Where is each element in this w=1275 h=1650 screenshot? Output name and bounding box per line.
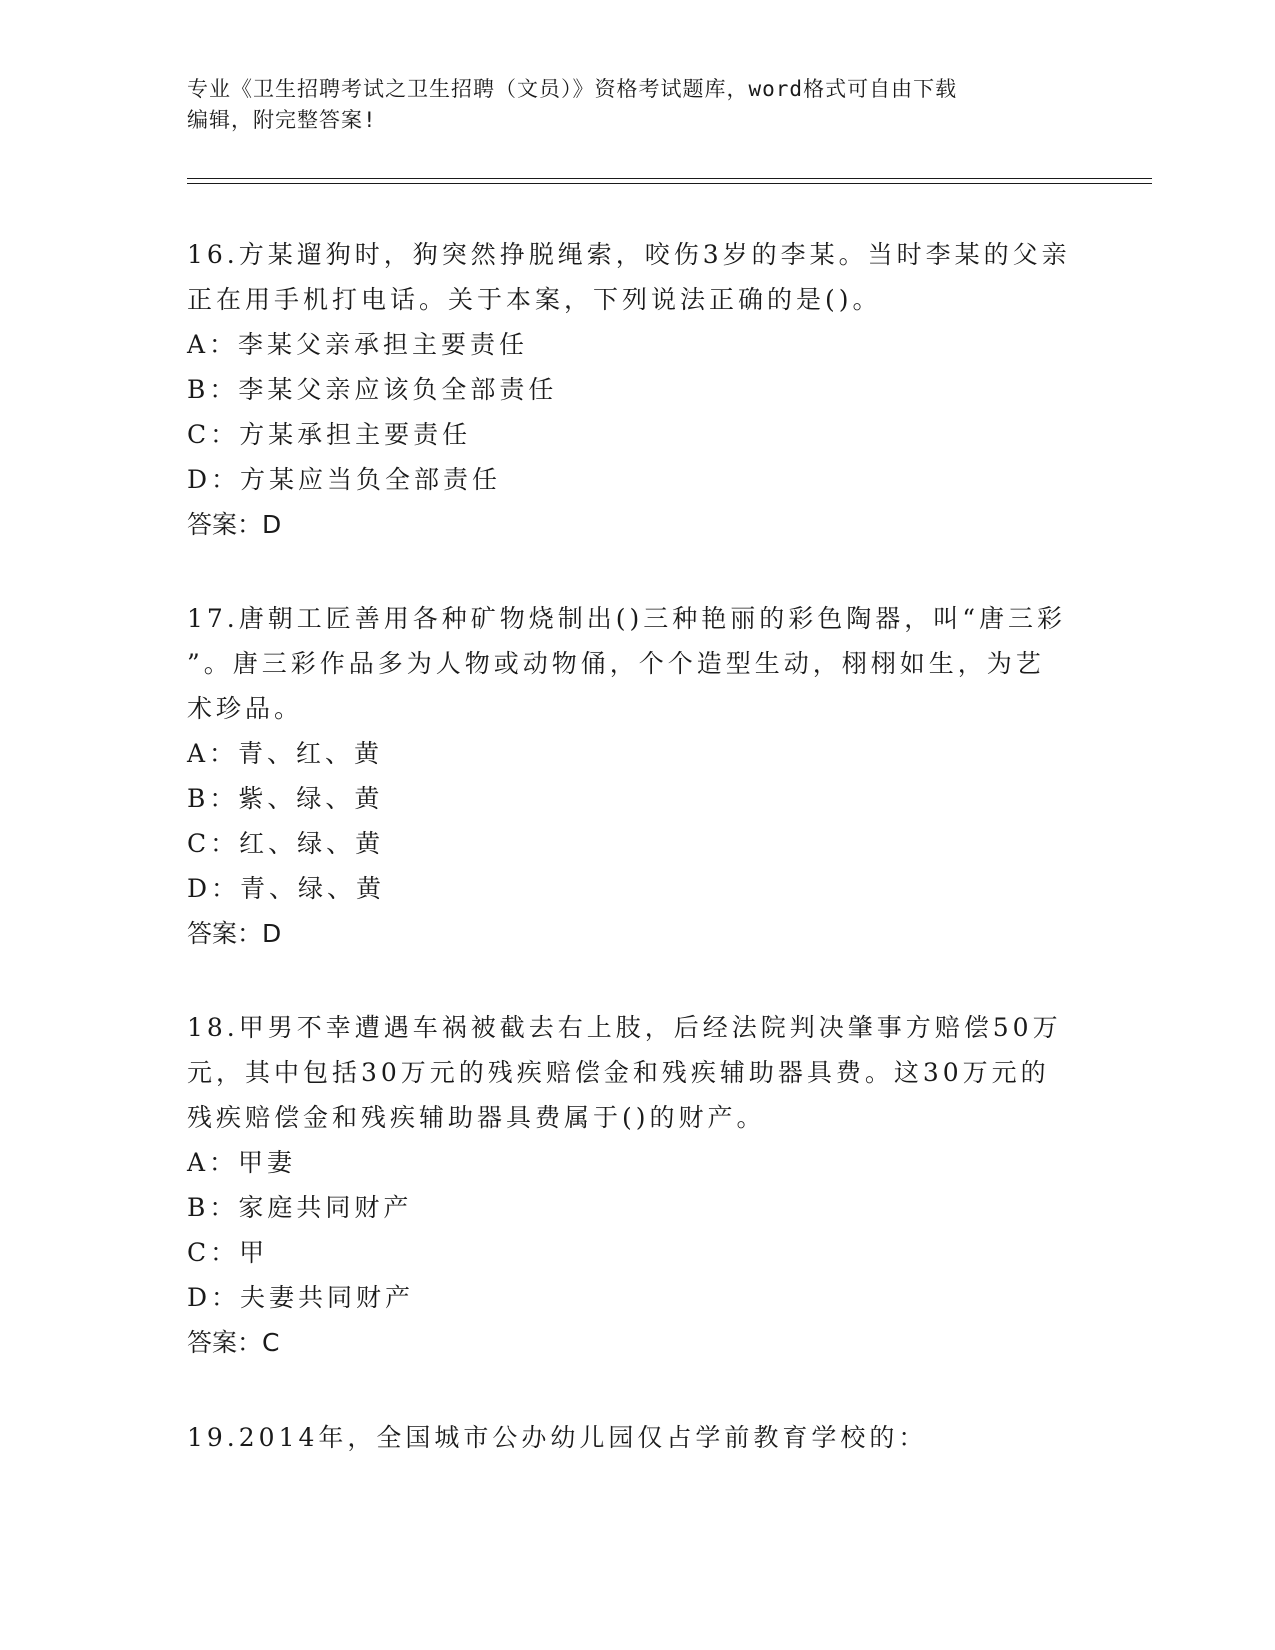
question-18: [187, 1005, 1087, 1365]
header-line-2: 编辑，附完整答案!: [187, 108, 377, 132]
question-stem-line: 19.2014年，全国城市公办幼儿园仅占学前教育学校的：: [187, 1423, 928, 1452]
option-c: C：甲: [187, 1238, 269, 1267]
answer-line: 答案：C: [187, 1328, 280, 1357]
option-d: D：青、绿、黄: [187, 874, 386, 903]
option-a: A：青、红、黄: [187, 739, 384, 768]
option-b: B：李某父亲应该负全部责任: [187, 375, 558, 404]
answer-line: 答案：D: [187, 919, 282, 948]
option-b: B：紫、绿、黄: [187, 784, 384, 813]
question-19: [187, 1415, 1087, 1460]
question-17: [187, 596, 1087, 956]
option-b: B：家庭共同财产: [187, 1193, 413, 1222]
question-stem-line: 18.甲男不幸遭遇车祸被截去右上肢，后经法院判决肇事方赔偿50万: [187, 1013, 1062, 1042]
question-stem-line: 16.方某遛狗时，狗突然挣脱绳索，咬伤3岁的李某。当时李某的父亲: [187, 240, 1071, 269]
option-d: D：方某应当负全部责任: [187, 465, 502, 494]
header-divider-bottom: [187, 183, 1152, 184]
answer-line: 答案：D: [187, 510, 282, 539]
question-stem-line: 17.唐朝工匠善用各种矿物烧制出()三种艳丽的彩色陶器，叫“唐三彩: [187, 604, 1067, 633]
question-16: [187, 232, 1087, 547]
option-d: D：夫妻共同财产: [187, 1283, 415, 1312]
question-stem-line: ”。唐三彩作品多为人物或动物俑，个个造型生动，栩栩如生，为艺: [187, 649, 1045, 678]
option-c: C：方某承担主要责任: [187, 420, 472, 449]
question-stem-line: 元，其中包括30万元的残疾赔偿金和残疾辅助器具费。这30万元的: [187, 1058, 1050, 1087]
question-stem-line: 残疾赔偿金和残疾辅助器具费属于()的财产。: [187, 1103, 766, 1132]
option-c: C：红、绿、黄: [187, 829, 385, 858]
header-line-1: 专业《卫生招聘考试之卫生招聘（文员）》资格考试题库，word格式可自由下载: [187, 77, 958, 101]
option-a: A：甲妻: [187, 1148, 297, 1177]
header-divider-top: [187, 178, 1152, 179]
option-a: A：李某父亲承担主要责任: [187, 330, 529, 359]
question-stem-line: 正在用手机打电话。关于本案，下列说法正确的是()。: [187, 285, 882, 314]
question-stem-line: 术珍品。: [187, 694, 304, 723]
document-header: [187, 74, 1087, 136]
